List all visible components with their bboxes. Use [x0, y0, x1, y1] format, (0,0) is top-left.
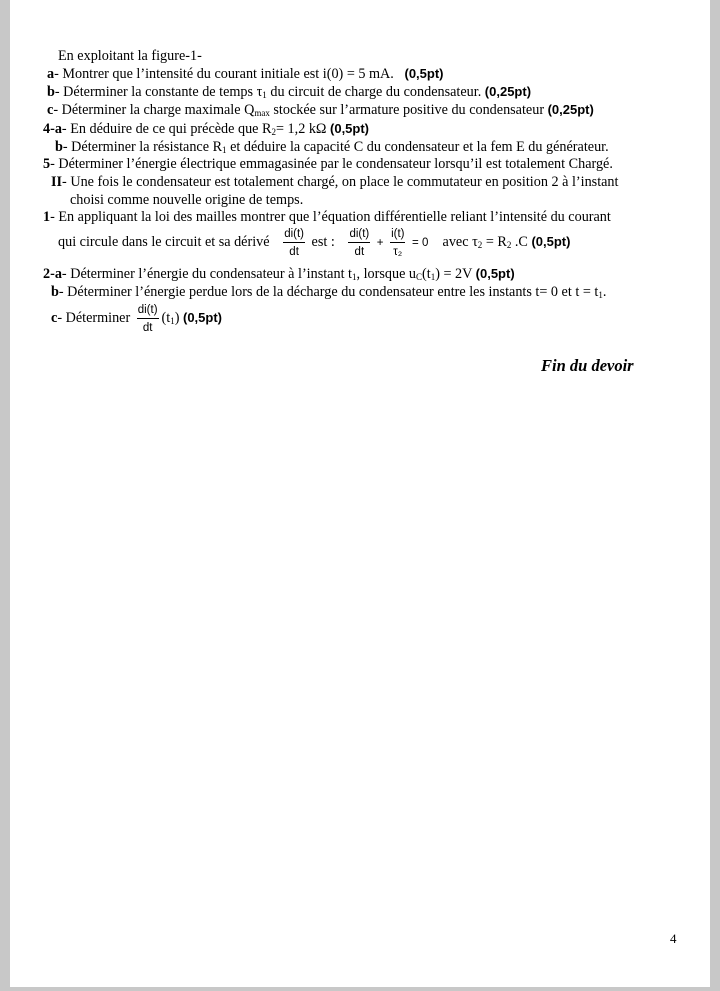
question-text: - En appliquant la loi des mailles montrer que l’équation différentielle reliant l’intensité du courant — [50, 209, 611, 225]
question-a — [47, 65, 444, 83]
question-label: a — [47, 66, 55, 82]
subscript: max — [254, 108, 270, 118]
subscript: 1 — [352, 272, 357, 282]
question-label: b — [51, 284, 59, 300]
subscript: 2 — [477, 240, 483, 250]
question-text: .C — [511, 234, 532, 250]
points-badge: (0,5pt) — [330, 121, 370, 136]
question-b — [47, 83, 531, 101]
question-text: est : — [311, 234, 335, 250]
question-text: - Déterminer l’énergie perdue lors de la décharge du condensateur entre les instants t= 0 et t = t — [58, 284, 599, 300]
question-text: et déduire la capacité C du condensateur et la fem E du générateur. — [226, 139, 609, 155]
end-of-assignment: Fin du devoir — [541, 356, 634, 375]
question-text: - Montrer que l’intensité du courant initiale est — [54, 66, 323, 82]
question-text: - Déterminer la charge maximale Q — [53, 102, 255, 118]
question-text: ) — [174, 310, 183, 326]
question-label: c — [47, 102, 54, 118]
question-text: choisi comme nouvelle origine de temps. — [70, 192, 304, 208]
question-text: - Déterminer — [57, 310, 134, 326]
part-II — [51, 173, 618, 191]
question-text: - Déterminer la résistance R — [62, 139, 223, 155]
question-4a — [43, 120, 369, 138]
question-label: 5 — [43, 156, 51, 172]
question-text: , lorsque u — [356, 266, 417, 282]
question-II-2c — [51, 300, 222, 336]
question-text: - En déduire de ce qui précède que R — [61, 121, 272, 137]
subscript: 1 — [598, 290, 603, 300]
question-text: = 1,2 kΩ — [276, 121, 331, 137]
question-II-2a — [43, 265, 515, 283]
points-badge: (0,5pt) — [475, 266, 515, 281]
subscript: 1 — [262, 90, 267, 100]
points-badge: (0,5pt) — [531, 234, 571, 249]
subscript: 1 — [170, 316, 175, 326]
fraction-i-tau: $\frac{i(t)}{\text{τ₂}}$ — [391, 227, 405, 258]
subscript: 2 — [271, 127, 276, 137]
page-number: 4 — [670, 931, 677, 946]
question-text: stockée sur l’armature positive du condensateur — [269, 102, 548, 118]
points-badge: (0,25pt) — [484, 84, 532, 99]
subscript: 1 — [222, 145, 227, 155]
question-4b — [55, 138, 609, 156]
question-label: 4-a — [43, 121, 62, 137]
question-text: . — [602, 284, 607, 300]
question-label: c — [51, 310, 58, 326]
question-text: - Déterminer la constante de temps — [54, 84, 257, 100]
question-text: - Déterminer l’énergie du condensateur à l’instant t — [61, 266, 352, 282]
equals-zero: = 0 — [412, 237, 429, 249]
math-text: i(0) = 5 mA. — [322, 66, 394, 82]
plus-sign: + — [376, 237, 384, 249]
part-II-cont — [70, 191, 303, 209]
question-text: - Déterminer l’énergie électrique emmagasinée par le condensateur lorsqu’il est totalement Chargé. — [50, 156, 613, 172]
question-label: b — [47, 84, 55, 100]
question-label: 2-a — [43, 266, 62, 282]
question-text: ) = 2V — [435, 266, 476, 282]
question-text: (t — [161, 310, 171, 326]
question-label: 1 — [43, 209, 51, 225]
fraction-di-dt: $\frac{di(t)}{dt}$ — [284, 227, 304, 258]
points-badge: (0,5pt) — [404, 66, 444, 81]
question-text: - Une fois le condensateur est totalement chargé, on place le commutateur en position 2 à l’instant — [62, 174, 619, 190]
question-text: = R — [482, 234, 507, 250]
fraction-di-dt: $\frac{di(t)}{dt}$ — [349, 227, 370, 258]
fraction-di-dt: $\frac{di(t)}{dt}$ — [137, 303, 158, 334]
question-text: du circuit de charge du condensateur. — [266, 84, 485, 100]
question-5 — [43, 155, 613, 173]
tau-symbol: τ — [256, 84, 263, 100]
question-text: qui circule dans le circuit et sa dérivé — [58, 234, 270, 250]
subscript: 1 — [430, 272, 436, 282]
subscript: C — [416, 272, 423, 282]
question-text: avec τ — [442, 234, 478, 250]
points-badge: (0,25pt) — [547, 102, 594, 117]
part-label: II — [51, 174, 63, 190]
question-label: b — [55, 139, 63, 155]
equation-line — [58, 224, 570, 261]
question-c — [47, 101, 594, 119]
points-badge: (0,5pt) — [183, 310, 222, 325]
subscript: 2 — [506, 240, 512, 250]
intro-text: En exploitant la figure-1- — [58, 48, 202, 64]
question-text: (t — [422, 266, 431, 282]
document-page — [10, 0, 710, 987]
intro-line — [58, 47, 202, 65]
question-II-2b — [51, 283, 606, 301]
